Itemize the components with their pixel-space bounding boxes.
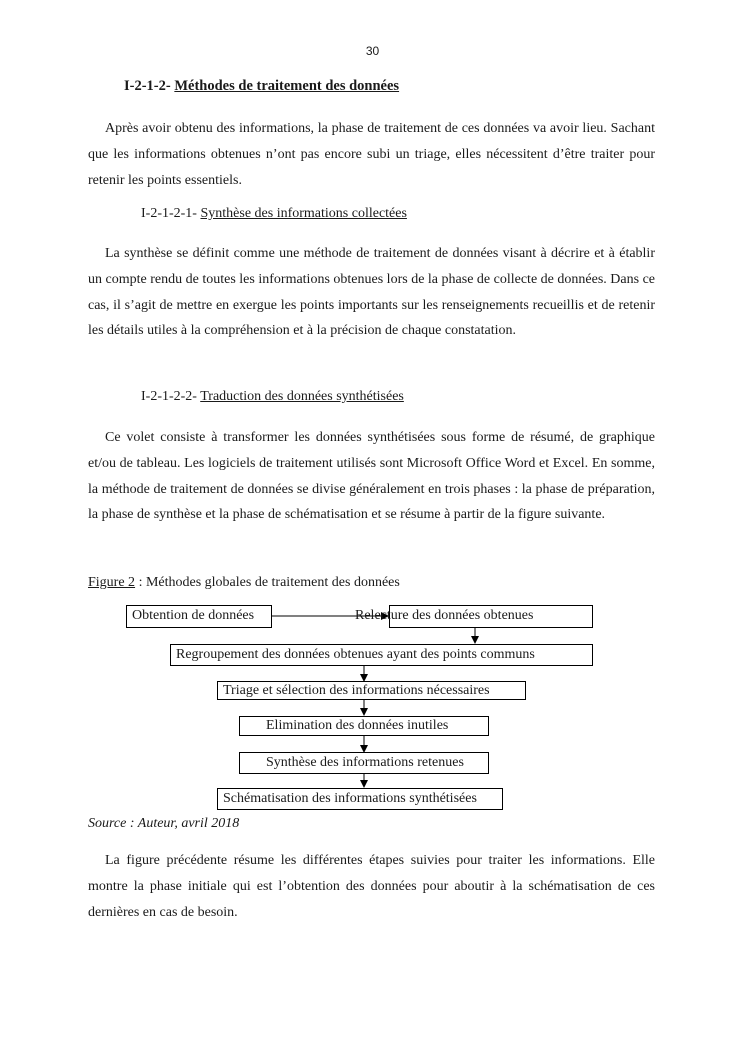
paragraph-conclusion: La figure précédente résume les différentes étapes suivies pour traiter les informations. Elle montre la phase initiale qui est l’obtention des données pour aboutir à la schématisation de ces dernières en cas de besoin. bbox=[88, 853, 655, 920]
subsection-number-1: I-2-1-2-1- bbox=[141, 206, 197, 221]
flow-step-triage: Triage et sélection des informations nécessaires bbox=[217, 681, 526, 700]
flow-step-elimination: Elimination des données inutiles bbox=[239, 716, 489, 736]
section-title: Méthodes de traitement des données bbox=[174, 78, 400, 94]
flow-step-synthese: Synthèse des informations retenues bbox=[239, 752, 489, 774]
flow-step-regroupement: Regroupement des données obtenues ayant des points communs bbox=[170, 644, 593, 666]
flow-step-relecture-text: Relecture des données obtenues bbox=[355, 608, 534, 623]
paragraph-synthese: La synthèse se définit comme une méthode de traitement de données visant à décrire et à établir un compte rendu de toutes les informations obtenues lors de la phase de collecte de données. Dans ce cas, il s’agit de mettre en exergue les points importants sur les renseignements recueillis et de retenir les détails utiles à la compréhension et à la précision de chaque constatation. bbox=[88, 246, 655, 339]
subsection-title-2: Traduction des données synthétisées bbox=[200, 389, 404, 404]
paragraph-intro: Après avoir obtenu des informations, la phase de traitement de ces données va avoir lieu. Sachant que les informations obtenues n’ont pas encore subi un triage, elles nécessitent d’être traiter pour retenir les points essentiels. bbox=[88, 121, 655, 188]
flow-step-obtention: Obtention de données bbox=[126, 605, 272, 628]
subsection-title-1: Synthèse des informations collectées bbox=[200, 206, 407, 221]
figure-source: Source : Auteur, avril 2018 bbox=[88, 816, 240, 831]
flow-step-relecture bbox=[355, 605, 593, 628]
page-number: 30 bbox=[365, 44, 380, 58]
paragraph-traduction: Ce volet consiste à transformer les données synthétisées sous forme de résumé, de graphique et/ou de tableau. Les logiciels de traitement utilisés sont Microsoft Office Word et Excel. En somme, la méthode de traitement de données se divise généralement en trois phases : la phase de préparation, la phase de synthèse et la phase de schématisation et se résume à partir de la figure suivante. bbox=[88, 430, 655, 523]
figure-label: Figure 2 bbox=[88, 575, 136, 590]
subsection-number-2: I-2-1-2-2- bbox=[141, 389, 197, 404]
flow-step-schematisation: Schématisation des informations synthétisées bbox=[217, 788, 503, 810]
section-number: I-2-1-2- bbox=[124, 78, 171, 94]
figure-caption-text: : Méthodes globales de traitement des données bbox=[135, 575, 400, 590]
